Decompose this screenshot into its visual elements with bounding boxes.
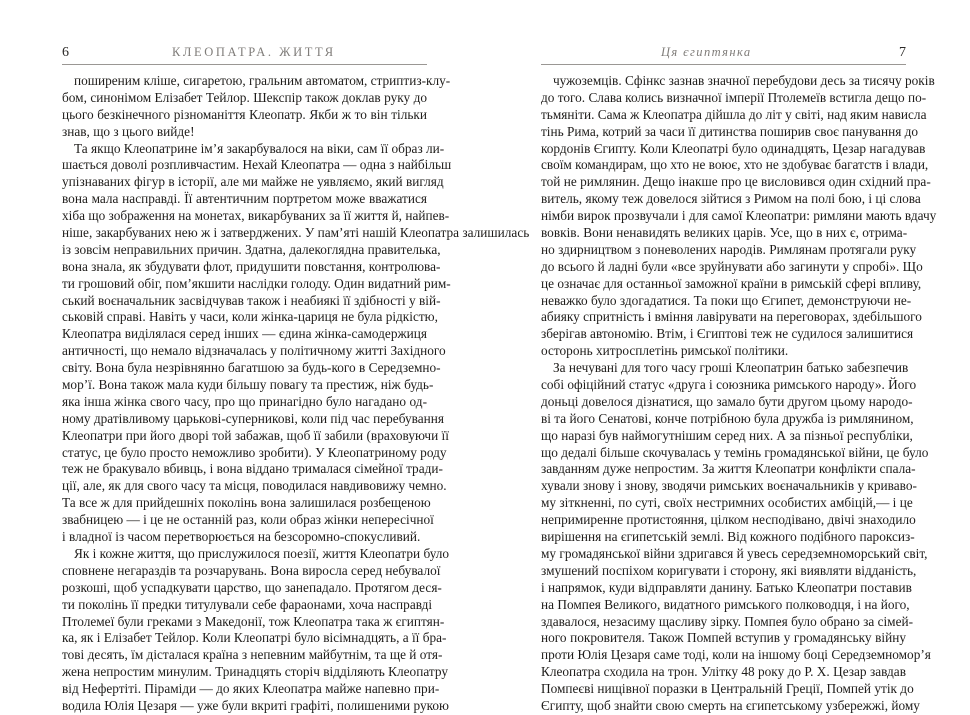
text-line: сповнене негараздів та розчарувань. Вона виросла серед небувалої: [62, 562, 441, 578]
text-line: цього безкінечного різноманіття Клеопатр. Якби ж то він тільки: [62, 106, 427, 122]
text-line: осторонь хитросплетінь римської політики.: [541, 343, 789, 359]
text-line: поширеним кліше, сигаретою, гральним автоматом, стриптиз-клу-: [74, 73, 451, 88]
text-line: той не римлянин. Дещо інакше про це висловився один східний пра-: [541, 174, 931, 190]
text-line: до того. Слава колись визначної імперії Птолемеїв встигла дещо по-: [541, 89, 927, 105]
right-page-body: [541, 73, 937, 715]
text-line: ції, але, як для свого часу та місця, поводилася навдивовижу чемно.: [62, 478, 447, 494]
text-line: здавалося, незасиму щасливу зірку. Помпея було обрано за сімей-: [541, 613, 914, 629]
text-line: непримиренне протистояння, цілком несподівано, двічі знаходило: [541, 512, 916, 528]
text-line: Та якщо Клеопатрине ім’я закарбувалося на віки, сам її образ ли-: [74, 140, 445, 156]
text-line: тьмяніти. Сама ж Клеопатра дійшла до літ у світі, над яким нависла: [541, 106, 927, 122]
left-page-body: [62, 73, 530, 715]
text-line: чужоземців. Сфінкс зазнав значної перебудови десь за тисячу років: [553, 73, 935, 88]
text-line: теж не бракувало вбивць, і вона віддано трималася сімейної тради-: [62, 461, 443, 477]
text-line: ти грошовий обіг, пом’якшити наслідки голоду. Один видатний рим-: [62, 275, 451, 291]
text-line: му зіткненні, по суті, своїх нестримних особистих амбіцій,— і це: [541, 495, 913, 511]
right-running-head: Ця єгиптянка: [661, 45, 752, 59]
text-line: тові десять, їм дісталася країна з непевним майбутнім, та ще й отя-: [62, 647, 443, 663]
text-line: світу. Вона була незрівнянно багатшою за будь-кого в Середземно-: [62, 360, 441, 376]
text-line: Клеопатра виділялася серед інших — єдина жінка-самодержиця: [62, 326, 427, 342]
text-line: За нечувані для того часу гроші Клеопатрин батько забезпечив: [553, 360, 909, 376]
text-line: ти поколінь її предки титулували себе фараонами, хоча насправді: [62, 596, 433, 612]
text-line: на Помпея Великого, видатного римського полководця, і на його,: [541, 596, 910, 612]
text-line: яка інша жінка свого часу, про що принагідно було нагадано од-: [62, 393, 427, 409]
text-line: до всього й ладні були «все зруйнувати або загинути у спробі». Що: [541, 258, 923, 274]
text-line: звабницею — і це не останній раз, коли образ жінки непересічної: [62, 512, 434, 528]
text-line: хували знову і знову, зводячи римських воєначальників у криваво-: [541, 478, 917, 494]
text-line: що наразі був наймогутнішим серед них. А за пізньої республіки,: [541, 427, 913, 443]
right-page-header: [541, 44, 906, 65]
text-line: вона мала насправді. Її автентичним портретом може вважатися: [62, 191, 427, 207]
text-line: ськовій справі. Навіть у часи, коли жінка-цариця не була рідкістю,: [62, 309, 438, 325]
text-line: неважко було здогадатися. Та поки що Єгипет, демонструючи не-: [541, 292, 912, 308]
text-line: Клеопатри при його дворі той забажав, щоб її забили (враховуючи її: [62, 427, 449, 443]
text-line: своїм командирам, що хто не воює, хто не здобуває багатств і влади,: [541, 157, 929, 173]
text-line: доньці довелося дізнатися, що замало бути другом цьому народо-: [541, 393, 913, 409]
paragraph: [541, 360, 931, 715]
text-line: статус, це було просто неможливо зробити). У Клеопатриному роду: [62, 444, 447, 460]
text-line: і напрямок, куди відправляти данину. Батько Клеопатри поставив: [541, 579, 912, 595]
text-line: змушений поспіхом коригувати і сторону, які виявляти відданість,: [541, 562, 917, 578]
text-line: жена непростим минулим. Тринадцять сторіч відділяють Клеопатру: [62, 664, 448, 680]
text-line: ві та його Сенатові, конче потрібною була дружба із римлянином,: [541, 410, 914, 426]
text-line: собі офіційний статус «друга і союзника римського народу». Його: [541, 377, 917, 393]
left-page: [62, 0, 530, 713]
text-line: ніше, закарбуваних нею ж і затверджених. У пам’яті нашій Клеопатра залишилась: [62, 225, 530, 241]
left-page-header: [62, 44, 427, 65]
text-line: Як і кожне життя, що прислужилося поезії, життя Клеопатри було: [74, 545, 450, 561]
right-page-number: 7: [899, 45, 906, 60]
text-line: Клеопатра сходила на трон. Улітку 48 року до Р. Х. Цезар завдав: [541, 664, 906, 680]
paragraph: [541, 73, 937, 360]
text-line: бом, синонімом Елізабет Тейлор. Шекспір також доклав руку до: [62, 89, 427, 105]
text-line: античності, що немало відзначалась у політичному житті Західного: [62, 343, 446, 359]
text-line: вовків. Вони ненавидять великих царів. Усе, що в них є, отрима-: [541, 225, 908, 241]
text-line: німби вирок прозвучали і для самої Клеопатри: римляни мають вдачу: [541, 208, 937, 224]
text-line: із зовсім неправильних причин. Здатна, далекоглядна правителька,: [62, 241, 441, 257]
text-line: знав, що з цього вийде!: [62, 123, 195, 139]
left-page-number: 6: [62, 45, 69, 60]
right-page: [541, 0, 937, 713]
text-line: ка, як і Елізабет Тейлор. Коли Клеопатрі було вісімнадцять, а її бра-: [62, 630, 447, 646]
text-line: Та все ж для прийдешніх поколінь вона залишилася розбещеною: [62, 495, 431, 511]
text-line: що дедалі більше скочувалась у темінь громадянської війни, це було: [541, 444, 929, 460]
text-line: ного покровителя. Також Помпей вступив у громадянську війну: [541, 630, 906, 646]
text-line: від Нефертіті. Піраміди — до яких Клеопатра майже напевно при-: [62, 681, 440, 697]
text-line: хіба що зображення на монетах, викарбуваних за її життя й, найпев-: [62, 208, 450, 224]
text-line: ному дратівливому царькові-суперникові, коли під час перебування: [62, 410, 444, 426]
text-line: водила Юлія Цезаря — уже були вкриті графіті, полишеними рукою: [62, 697, 449, 713]
text-line: упізнаваних фігур в історії, але ми майже не уявляємо, який вигляд: [62, 174, 444, 190]
paragraph: [62, 140, 530, 546]
text-line: Помпеєві нищівної поразки в Центральній Греції, Помпей утік до: [541, 681, 914, 697]
text-line: абияку спритність і вміння лавірувати на переговорах, здебільшого: [541, 309, 922, 325]
paragraph: [62, 73, 451, 141]
text-line: вона знала, як збудувати флот, придушити повстання, контролюва-: [62, 258, 441, 274]
text-line: зберігав автономію. Втім, і Єгиптові теж не судилося залишитися: [541, 326, 914, 342]
text-line: мор’ї. Вона також мала куди більшу повагу та престиж, ніж будь-: [62, 377, 434, 393]
text-line: кордонів Єгипту. Коли Клеопатрі було одинадцять, Цезар нагадував: [541, 140, 926, 156]
paragraph: [62, 545, 450, 715]
text-line: проти Юлія Цезаря саме тоді, коли на іншому боці Середземномор’я: [541, 647, 931, 663]
text-line: Птолемеї були греками з Македонії, тож Клеопатра така ж єгиптян-: [62, 613, 445, 629]
text-line: витель, якому теж довелося зійтися з Римом на полі бою, і ці слова: [541, 191, 921, 207]
text-line: му громадянської війни здригався й увесь середземноморський світ,: [541, 545, 928, 561]
text-line: і владної із часом перетворюється на безсоромно-спокусливий.: [62, 529, 421, 545]
text-line: це означає для останньої заможної країни в римській сфері впливу,: [541, 275, 922, 291]
text-line: завданням дуже непростим. За життя Клеопатри конфлікти спала-: [541, 461, 916, 477]
text-line: Єгипту, щоб знайти свою смерть на єгипетському узбережжі, йому: [541, 697, 920, 713]
text-line: ський воєначальник засвідчував також і неабиякі її здібності у вій-: [62, 292, 441, 308]
text-line: розкоші, щоб успадкувати царство, що занепадало. Протягом деся-: [62, 579, 442, 595]
text-line: шається доволі розпливчастим. Нехай Клеопатра — одна з найбільш: [62, 157, 452, 173]
text-line: вирішення на єгипетській землі. Від кожного подібного пароксиз-: [541, 529, 915, 545]
text-line: тінь Рима, котрий за часи її дитинства поширив своє панування до: [541, 123, 919, 139]
left-running-head: КЛЕОПАТРА. ЖИТТЯ: [172, 45, 336, 59]
text-line: но здирництвом з поневолених народів. Римлянам протягали руку: [541, 241, 917, 257]
